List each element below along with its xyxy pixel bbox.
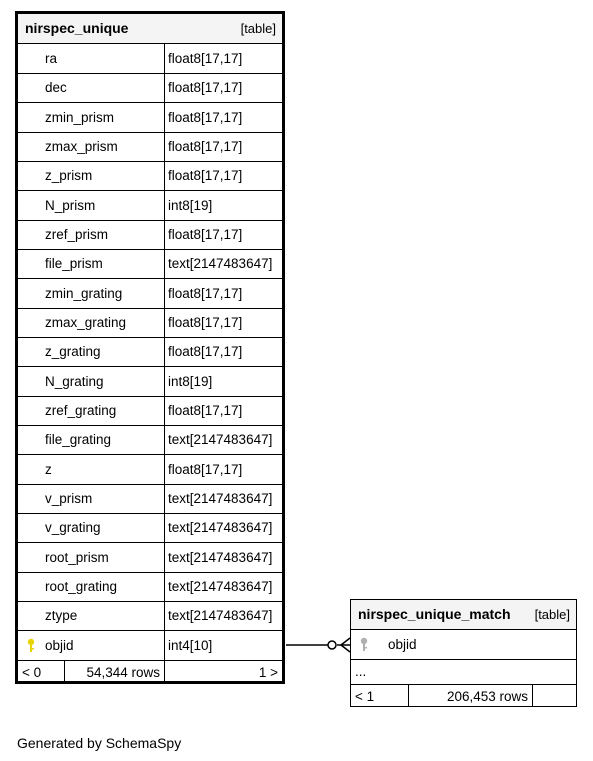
ellipsis: ...: [355, 664, 367, 679]
column-name: ra: [45, 51, 58, 66]
crow-foot-lower: [341, 645, 350, 652]
column-name: z_grating: [45, 344, 101, 360]
column-type: text[2147483647]: [168, 432, 273, 448]
column-name: zref_grating: [45, 402, 117, 418]
column-name: z_prism: [45, 168, 93, 184]
column-type: float8[17,17]: [168, 344, 243, 360]
row-count: 206,453 rows: [446, 689, 528, 704]
column-name: v_grating: [45, 520, 101, 536]
column-type: float8[17,17]: [168, 461, 243, 477]
column-name: zmin_grating: [45, 285, 123, 301]
parent-count[interactable]: < 0: [22, 664, 42, 680]
table-name[interactable]: nirspec_unique_match: [358, 606, 511, 622]
column-name: N_grating: [45, 373, 104, 389]
column-name: root_prism: [45, 549, 109, 565]
column-name: zmax_prism: [45, 138, 118, 154]
table-type-tag: [table]: [534, 607, 570, 622]
column-type: float8[17,17]: [168, 285, 243, 301]
column-name: dec: [45, 80, 67, 96]
column-type: text[2147483647]: [168, 490, 273, 506]
column-type: float8[17,17]: [168, 138, 243, 154]
child-count[interactable]: 1 >: [258, 664, 278, 680]
column-type: float8[17,17]: [168, 314, 243, 330]
column-name: objid: [45, 637, 74, 653]
parent-count[interactable]: < 1: [355, 689, 375, 704]
column-name: v_prism: [45, 490, 93, 506]
column-type: text[2147483647]: [168, 520, 273, 536]
column-name: zmin_prism: [45, 109, 115, 125]
column-type: float8[17,17]: [168, 80, 243, 96]
column-type: int4[10]: [168, 637, 213, 653]
table-type-tag: [table]: [240, 21, 276, 36]
column-type: float8[17,17]: [168, 226, 243, 242]
column-type: float8[17,17]: [168, 51, 243, 66]
column-type: float8[17,17]: [168, 168, 243, 184]
column-name: ztype: [45, 608, 78, 624]
column-name: z: [45, 461, 52, 477]
column-type: int8[19]: [168, 373, 213, 389]
column-name: root_grating: [45, 578, 118, 594]
table-name[interactable]: nirspec_unique: [25, 20, 129, 36]
column-type: float8[17,17]: [168, 109, 243, 125]
column-type: text[2147483647]: [168, 608, 273, 624]
column-type: text[2147483647]: [168, 549, 273, 565]
column-type: float8[17,17]: [168, 402, 243, 418]
column-name: N_prism: [45, 197, 96, 213]
column-name: file_prism: [45, 256, 103, 272]
column-type: text[2147483647]: [168, 256, 273, 272]
column-name: file_grating: [45, 432, 112, 448]
column-type: int8[19]: [168, 197, 213, 213]
generated-by-note: Generated by SchemaSpy: [17, 735, 182, 751]
column-name: objid: [388, 637, 417, 652]
column-name: zmax_grating: [45, 314, 127, 330]
row-count: 54,344 rows: [86, 664, 160, 680]
column-name: zref_prism: [45, 226, 109, 242]
column-type: text[2147483647]: [168, 578, 273, 594]
crow-foot-upper: [341, 638, 350, 645]
optional-marker: [328, 641, 336, 649]
